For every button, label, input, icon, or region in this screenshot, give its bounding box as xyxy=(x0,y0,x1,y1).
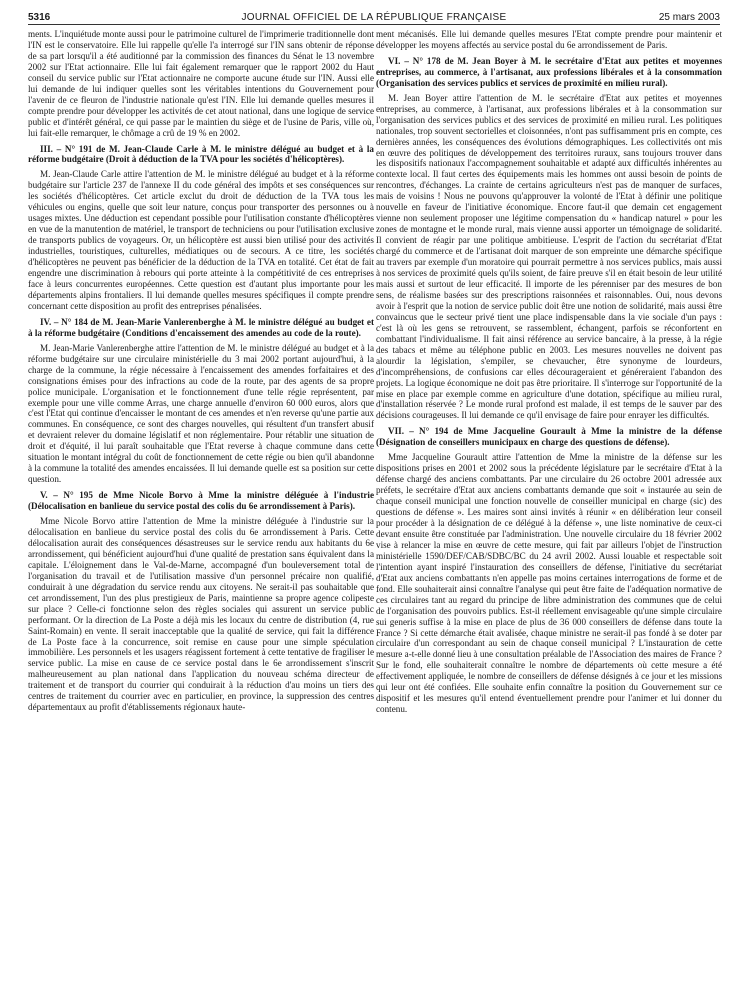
right-column xyxy=(376,29,722,715)
question-194-text: Mme Jacqueline Gourault attire l'attention de Mme la ministre de la défense sur les dispositions prises en 2001 et 2002 sous la précédente législature par le secrétaire d'Etat à la défense chargé des anciens combattants. Par une circulaire du 26 octobre 2001 adressée aux préfets, le secrétaire d'Etat aux anciens combattants demande que soit « instaurée au sein de chaque conseil municipal une fonction nouvelle de conseiller municipal en charge (sic) des questions de défense ». Les maires sont ainsi invités à réunir « en délibération leur conseil pour procéder à la désignation de ce délégué à la défense », une liste nominative de ceux-ci devant ensuite être constituée par l'administration. Une nouvelle circulaire du 18 février 2002 vise à relancer la mise en œuvre de cette mesure, qui fait par ailleurs l'objet de l'instruction ministérielle 1590/DEF/CAB/SDBC/BC du 24 avril 2002. Aussi louable et respectable soit l'intention ayant inspiré l'instauration des conseillers de défense, l'initiative du secrétariat d'Etat aux anciens combattants n'en appelle pas moins certaines interrogations de forme et de fond. Elle souhaiterait ainsi connaître l'analyse qui peut être faite de l'adéquation normative de ces circulaires tant au regard du principe de libre administration des communes que de celui de l'organisation des pouvoirs publics. Est-il réellement envisageable qu'une simple circulaire sui generis suffise à la mise en place de plus de 36 000 conseillers de défense dans toute la France ? Si cette démarche était avalisée, chaque ministre ne serait-il pas fondé à se doter par circulaire d'un correspondant au sein de chaque conseil municipal ? L'instauration de cette mesure a-t-elle donné lieu à une consultation préalable de l'Association des maires de France ? Sur le fond, elle souhaiterait connaître le nombre de départements où cette mesure a été effectivement appliquée, le nombre de conseillers de défense désignés à ce jour et les missions qui leur ont été confiées. Elle souhaite enfin connaître la position du Gouvernement sur ce dispositif et les mesures qu'il entend éventuellement prendre pour l'animer et lui donner du contenu. xyxy=(376,452,722,715)
question-178-title: VI. – N° 178 de M. Jean Boyer à M. le secrétaire d'Etat aux petites et moyennes entreprises, au commerce, à l'artisanat, aux professions libérales et à la consommation (Organisation des services publics et services de proximité en milieu rural). xyxy=(376,55,722,88)
question-191-text: M. Jean-Claude Carle attire l'attention de M. le ministre délégué au budget et à la réforme budgétaire sur l'article 237 de l'annexe II du code général des impôts et ses conséquences sur les sociétés d'hélicoptères. Cet article exclut du droit de déduction de la TVA tous les véhicules ou engins, quelle que soit leur nature, conçus pour transporter des personnes ou à usages mixtes. Une déduction est cependant possible pour l'utilisation constante d'hélicoptères en vue de la manutention de matériel, le transport de techniciens ou pour l'utilisation exclusive de transports publics de voyageurs. Or, un hélicoptère est aussi bien utilisé pour des activités industrielles, touristiques, culturelles, médiatiques ou de secours. A ce titre, les sociétés d'hélicoptères ne peuvent pas bénéficier de la déduction de la TVA en totalité. Cet état de fait engendre une discrimination à rebours qui porte atteinte à la compétitivité de ces entreprises face à leurs concurrentes européennes. Cette question est d'autant plus importante pour les départements alpins frontaliers. Il lui demande quelles mesures spécifiques il compte prendre concernant cette disposition au profit des entreprises pénalisées. xyxy=(28,169,374,311)
journal-title: JOURNAL OFFICIEL DE LA RÉPUBLIQUE FRANÇAISE xyxy=(241,12,507,23)
continued-paragraph: ments. L'inquiétude monte aussi pour le patrimoine culturel de l'imprimerie traditionnelle dont l'IN est le conservatoire. Elle lui rappelle qu'elle l'a interrogé sur l'IN sans obtenir de réponse de sa part lorsqu'il a été auditionné par la commission des finances du Sénat le 13 novembre 2002 sur l'Etat actionnaire. Elle lui fait également remarquer que le rapport 2002 du Haut conseil du service public sur l'Etat actionnaire ne comporte aucune étude sur l'IN. Aussi elle lui demande de lui indiquer quelles sont les véritables intentions du Gouvernement pour l'avenir de ce fleuron de l'industrie nationale qu'est l'IN. Elle lui demande quelles mesures il compte prendre pour développer les activités de cet atout national, dans une logique de service public et d'intérêt général, ce qui passe par le maintien du siège et de l'usine de Paris, ville où, lui fait-elle remarquer, le chômage a crû de 19 % en 2002. xyxy=(28,29,374,138)
question-195-title: V. – N° 195 de Mme Nicole Borvo à Mme la ministre déléguée à l'industrie (Délocalisation en banlieue du service postal des colis du 6e arrondissement à Paris). xyxy=(28,490,374,512)
question-195-text: Mme Nicole Borvo attire l'attention de Mme la ministre déléguée à l'industrie sur la délocalisation en banlieue du service postal des colis du 6e arrondissement à Paris. Cette délocalisation aurait des conséquences désastreuses sur le service rendu aux habitants du 6e arrondissement, qui bénéficient aujourd'hui d'une qualité de prestation sans équivalent dans la capitale. L'éloignement dans le Val-de-Marne, accompagné d'un bouleversement total de l'organisation du travail et de l'utilisation massive d'un personnel précaire non qualifié, conduirait à une dégradation du service rendu aux citoyens. Ne serait-il pas souhaitable que cet arrondissement, l'un des plus prestigieux de Paris, maintienne sa propre agence colipeste sur place ? Celle-ci fonctionne selon des règles sociales qui assurent un service public performant. Or la direction de La Poste a déjà mis les locaux du centre de distribution (4, rue Saint-Romain) en vente. Il serait inacceptable que la qualité de service, qui fait la différence de La Poste face à la concurrence, soit remise en cause pour une simple spéculation immobilière. Les personnels et les usagers réagissent fortement à cette tentative de fragiliser le service public. La mise en cause de ce service postal dans le 6e arrondissement s'inscrit malheureusement au plan national dans l'application du nouveau schéma directeur de traitement et de transport du courrier qui conduirait à la réduction d'au moins un tiers des centres de traitement du courrier avec en particulier, en province, la suppression des centres départementaux au profit d'établissements régionaux haute- xyxy=(28,516,374,713)
issue-date: 25 mars 2003 xyxy=(658,12,720,23)
question-184-text: M. Jean-Marie Vanlerenberghe attire l'attention de M. le ministre délégué au budget et à la réforme budgétaire sur une circulaire ministérielle du 3 mai 2002 portant aujourd'hui, à la charge de la commune, la régie nécessaire à l'encaissement des amendes forfaitaires et des consignations émises pour des infractions au code de la route, par des agents de sa propre police municipale. L'organisation et le fonctionnement d'une telle régie représentent, par exemple pour une ville comme Arras, une charge annuelle d'environ 60 000 euros, alors que c'est l'Etat qui continue d'encaisser le montant de ces amendes et n'en reverse qu'une partie aux communes. En conséquence, ce sont des charges nouvelles, qui résultent d'un transfert abusif et devraient relever du domaine législatif et non réglementaire. Pour rétablir une situation de droit et d'équité, il lui paraît souhaitable que l'Etat reverse à chaque commune dans cette situation le montant intégral du coût de fonctionnement de cette régie ou bien qu'il abandonne à la commune la totalité des amendes encaissées. Il lui demande quelle est sa position sur cette question. xyxy=(28,342,374,485)
page-header xyxy=(28,6,720,24)
question-178-text: M. Jean Boyer attire l'attention de M. le secrétaire d'Etat aux petites et moyennes entreprises, au commerce, à l'artisanat, aux professions libérales et à la consommation sur l'organisation des services publics et des services de proximité en milieu rural. Les politiques nationales, trop souvent sectorielles et cloisonnées, n'ont pas suffisamment pris en compte, ces dernières années, les conséquences des évolutions démographiques. Les collectivités ont mis en œuvre des politiques de développement des territoires ruraux, sans toujours trouver dans les dispositifs nationaux l'accompagnement souhaitable et adapté aux difficultés inhérentes au contexte local. Il faut certes des équipements mais les hommes ont aussi besoin de points de rencontres, d'échanges. La crainte de certains agriculteurs n'est pas de manquer de surfaces, mais de voisins ! Nous ne pouvons qu'approuver la volonté de l'Etat à définir une politique nouvelle en faveur de l'initiative économique. Encore faut-il que demain cet engagement vienne non seulement proposer une légitime compensation du « handicap naturel » pour les zones de montagne et le monde rural, mais vienne aussi apporter un témoignage de solidarité. Il convient de réagir par une politique ambitieuse. L'esprit de l'action du secrétariat d'Etat chargé du commerce et de l'artisanat doit marquer de son empreinte une démarche spécifique au travers par exemple d'un moratoire qui pourrait permettre à nos services publics, mais aussi à nos services de proximité quels qu'ils soient, de faire preuve s'il en était besoin de leur utilité mais aussi et surtout de leur efficacité. Il importe de les pérenniser par des mesures de bon sens, de réalisme basées sur des prescriptions raisonnées et raisonnables. Oui, nous devons avoir à l'esprit que la notion de service public doit être une notion de solidarité, mais aussi être convaincus que le secteur privé tient une place indispensable dans la vie sociale d'un pays : c'est là où les gens se retrouvent, se rassemblent, échangent, parfois se réconfortent en combattant l'individualisme. Il fait ainsi référence au service bancaire, à la presse, à la régie des tabacs et même au téléphone public en 2003. Les mesures nouvelles ne doivent pas alourdir la législation, s'empiler, se chevaucher, être synonyme de lourdeurs, d'incompréhensions, de confusions car elles décourageraient et généreraient l'abandon des projets. La logique économique ne doit pas être prioritaire. Il s'interroge sur l'opportunité de la mise en place par exemple comme en agriculture d'une dotation, spécifique au milieu rural, d'installation réservée ? Le monde rural profond est malade, il est temps de le sauver par des décisions courageuses. Il lui demande ce qu'il envisage de faire pour enrayer les difficultés. xyxy=(376,92,722,421)
question-184-title: IV. – N° 184 de M. Jean-Marie Vanlerenberghe à M. le ministre délégué au budget et à la réforme budgétaire (Conditions d'encaissement des amendes au code de la route). xyxy=(28,316,374,338)
continued-paragraph-right: ment mécanisés. Elle lui demande quelles mesures l'Etat compte prendre pour maintenir et développer les moyens affectés au service postal du 6e arrondissement de Paris. xyxy=(376,29,722,50)
question-194-title: VII. – N° 194 de Mme Jacqueline Gourault à Mme la ministre de la défense (Désignation de conseillers municipaux en charge des questions de défense). xyxy=(376,426,722,448)
left-column xyxy=(28,29,374,713)
header-rule xyxy=(28,24,720,25)
page-number: 5316 xyxy=(28,12,51,23)
question-191-title: III. – N° 191 de M. Jean-Claude Carle à M. le ministre délégué au budget et à la réforme budgétaire (Droit à déduction de la TVA pour les sociétés d'hélicoptères). xyxy=(28,143,374,165)
